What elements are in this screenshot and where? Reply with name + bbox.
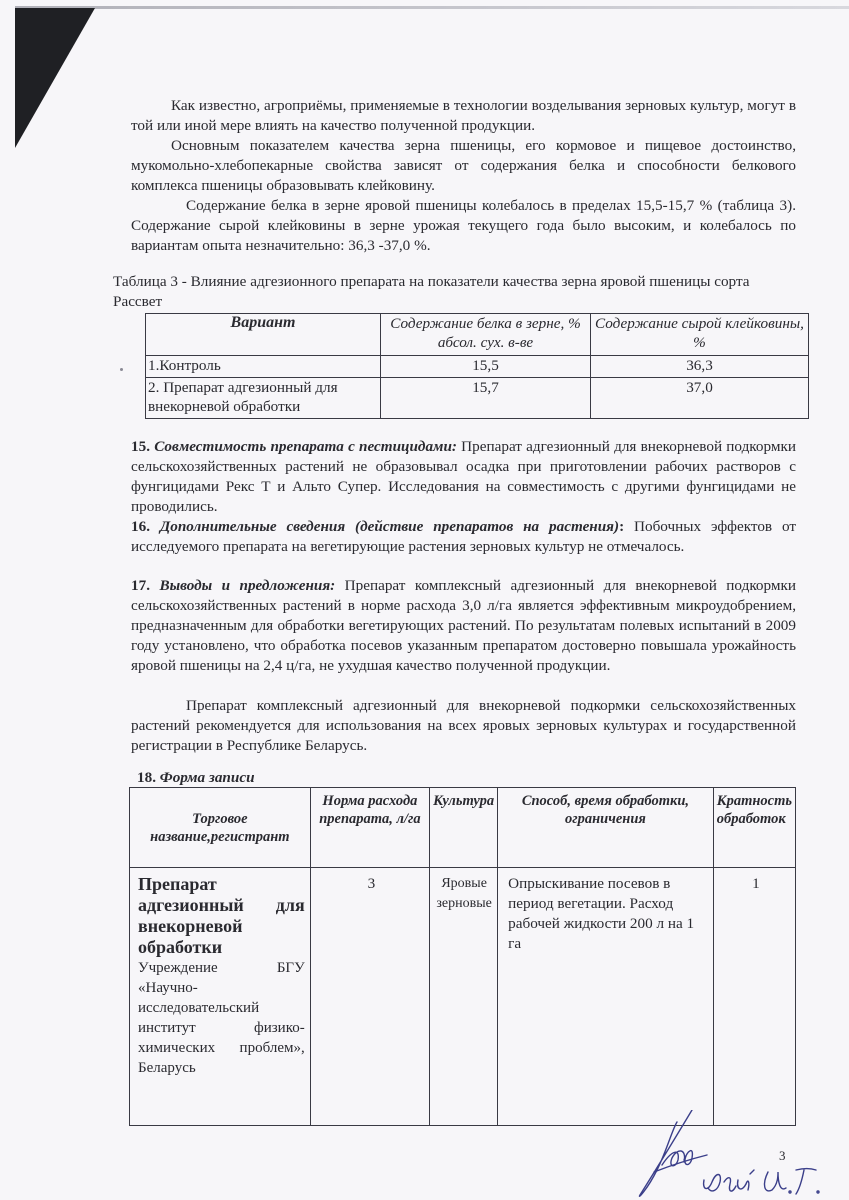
section-15-text: Препарат адгезионный для внекорневой подкормки сельскохозяйственных растений не образовывал осадка при приготовлении рабочих растворов с фунгицидами Рекс Т и Альто Супер. Исследования на совместимость с другими фунгицидами не проводились. <box>131 438 796 515</box>
table3-caption: Таблица 3 - Влияние адгезионного препарата на показатели качества зерна яровой пшеницы сорта Рассвет <box>113 273 750 310</box>
cell-trade-name <box>130 868 311 1126</box>
header-gluten: Содержание сырой клейковины, % <box>591 314 809 356</box>
section-15-title: Совместимость препарата с пестицидами: <box>154 438 457 455</box>
section-18-heading <box>137 768 802 788</box>
section-16-title: Дополнительные сведения (действие препаратов на растения) <box>159 518 620 535</box>
section-16-text: Побочных эффектов от исследуемого препарата на вегетирующие растения зерновых культур не отмечалось. <box>131 518 797 555</box>
table-header-row <box>130 788 796 868</box>
header-protein: Содержание белка в зерне, % абсол. сух. в-ве <box>381 314 591 356</box>
header-variant: Вариант <box>146 314 381 356</box>
section-17-number: 17. <box>131 577 150 594</box>
table-3-quality <box>145 313 809 419</box>
section-16 <box>131 517 796 557</box>
cell-crop: Яровые зерновые <box>430 868 498 1126</box>
table-row <box>146 356 809 378</box>
cell-rate: 3 <box>310 868 429 1126</box>
table-18-record-form <box>129 787 796 1126</box>
section-15-number: 15. <box>131 438 150 455</box>
section-17-text: Препарат комплексный адгезионный для внекорневой подкормки сельскохозяйственных растений в норме расхода 3,0 л/га является эффективным микроудобрением, предназначенным для обработки вегетирующих растений. По результатам полевых испытаний в 2009 году установлено, что обработка посевов указанным препаратом достоверно повышала урожайность яровой пшеницы на 2,4 ц/га, не ухудшая качество полученной продукции. <box>131 577 796 674</box>
header-frequency: Кратность обработок <box>713 788 795 868</box>
section-17-recommendation: Препарат комплексный адгезионный для внекорневой подкормки сельскохозяйственных растений рекомендуется для использования на всех яровых зерновых культурах и государственной регистрации в Республике Беларусь. <box>131 697 796 754</box>
header-crop: Культура <box>430 788 498 868</box>
scan-speck <box>120 368 123 371</box>
section-16-number: 16. <box>131 518 150 535</box>
handwritten-signature-icon <box>632 1110 842 1200</box>
cell-frequency: 1 <box>713 868 795 1126</box>
section-17 <box>131 576 796 676</box>
paragraph-intro: Как известно, агроприёмы, применяемые в технологии возделывания зерновых культур, могут в той или иной мере влиять на качество полученной продукции. <box>131 97 796 134</box>
cell-method: Опрыскивание посевов в период вегетации. Расход рабочей жидкости 200 л на 1 га <box>498 868 714 1126</box>
section-17-title: Выводы и предложения: <box>159 577 336 594</box>
cell-variant: 1.Контроль <box>146 356 381 378</box>
paragraph-protein: Содержание белка в зерне яровой пшеницы колебалось в пределах 15,5-15,7 % (таблица 3). Содержание сырой клейковины в зерне урожая текущего года было высоким, и колебалось по вариантам опыта незначительно: 36,3 -37,0 %. <box>131 197 796 254</box>
section-18-number: 18. <box>137 769 156 786</box>
cell-gluten: 37,0 <box>591 378 809 419</box>
table-header-row <box>146 314 809 356</box>
page-number: 3 <box>779 1148 786 1163</box>
scan-dark-corner <box>15 8 95 148</box>
header-rate: Норма расхода препарата, л/га <box>310 788 429 868</box>
cell-protein: 15,5 <box>381 356 591 378</box>
cell-protein: 15,7 <box>381 378 591 419</box>
scan-top-edge <box>15 6 849 9</box>
cell-variant: 2. Препарат адгезионный для внекорневой обработки <box>146 378 381 419</box>
section-16-colon: : <box>619 518 625 535</box>
paragraph-quality: Основным показателем качества зерна пшеницы, его кормовое и пищевое достоинство, мукомольно-хлебопекарные свойства зависят от содержания белка и способности белкового комплекса пшеницы образовывать клейковину. <box>131 137 796 194</box>
product-name: Препарат адгезионный для внекорневой обработки <box>138 874 305 957</box>
table-row <box>146 378 809 419</box>
cell-gluten: 36,3 <box>591 356 809 378</box>
section-18-title: Форма записи <box>159 769 255 786</box>
section-15 <box>131 437 796 517</box>
table-row <box>130 868 796 1126</box>
header-trade-name: Торговое название,регистрант <box>130 788 311 868</box>
registrant: Учреждение БГУ «Научно-исследовательский институт физико-химических проблем», Беларусь <box>138 960 305 1076</box>
header-method: Способ, время обработки, ограничения <box>498 788 714 868</box>
